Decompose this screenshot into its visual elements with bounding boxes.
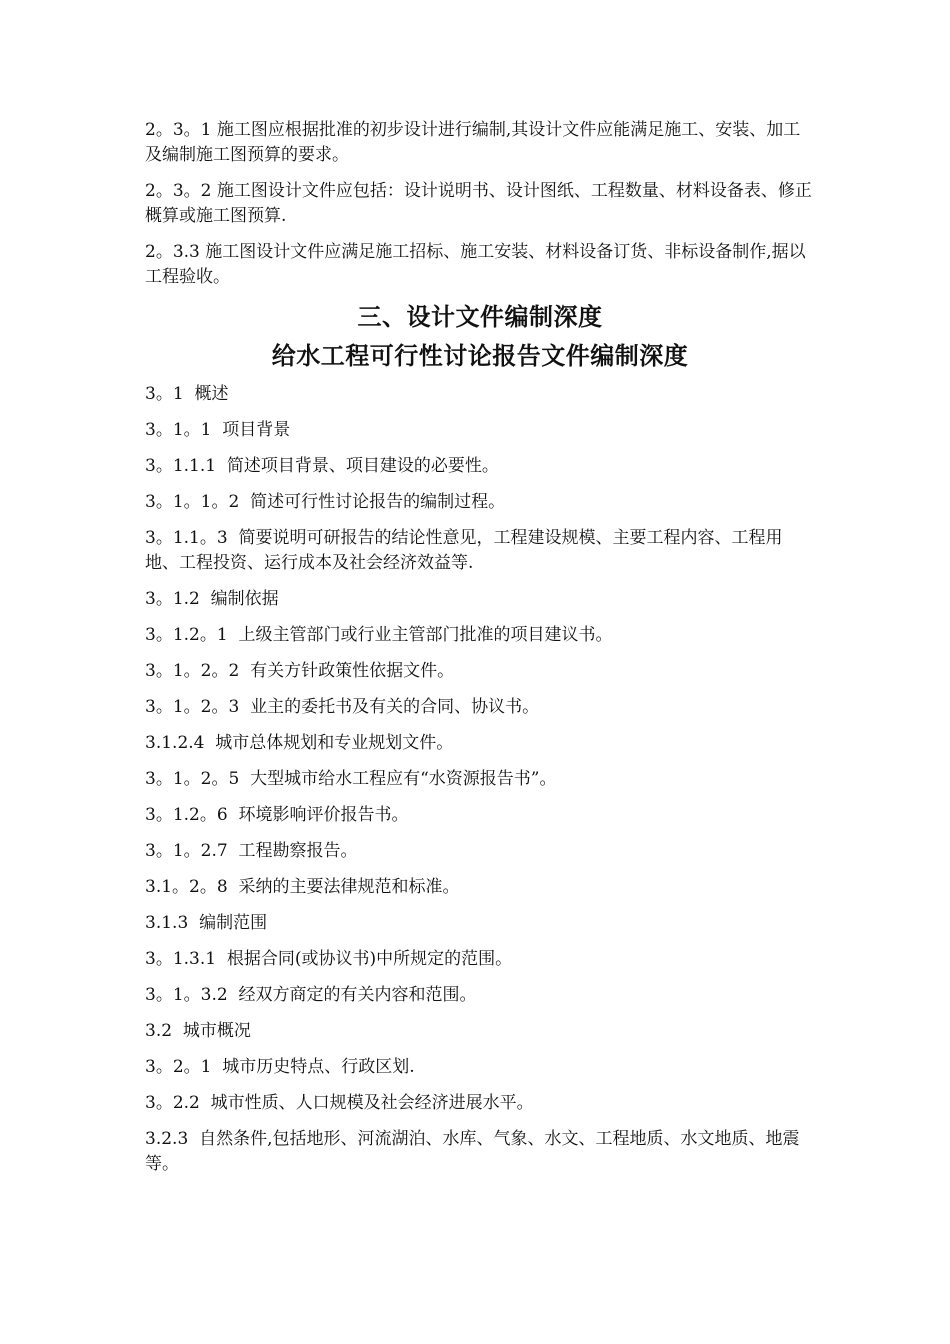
clause-2-3-3: 2。3.3 施工图设计文件应满足施工招标、施工安装、材料设备订货、非标设备制作,据以工程验收。 (145, 242, 806, 287)
item-3-1-3-1: 3。1.3.1 根据合同(或协议书)中所规定的范围。 (145, 949, 513, 969)
subsection-title: 给水工程可行性讨论报告文件编制深度 (271, 342, 689, 370)
item-3-1-2-6: 3。1.2。6 环境影响评价报告书。 (145, 805, 409, 825)
clause-2-3-2: 2。3。2 施工图设计文件应包括：设计说明书、设计图纸、工程数量、材料设备表、修正概算或施工图预算. (145, 181, 812, 226)
item-3-1-2-1: 3。1.2。1 上级主管部门或行业主管部门批准的项目建议书。 (145, 625, 613, 645)
item-3-1-1-2: 3。1。1。2 简述可行性讨论报告的编制过程。 (145, 492, 506, 512)
item-3-1-2-8: 3.1。2。8 采纳的主要法律规范和标准。 (145, 877, 460, 897)
item-3-2-3: 3.2.3 自然条件,包括地形、河流湖泊、水库、气象、水文、工程地质、水文地质、地震等。 (145, 1129, 800, 1174)
item-3-1: 3。1 概述 (145, 384, 229, 404)
item-3-2-1: 3。2。1 城市历史特点、行政区划. (145, 1057, 415, 1077)
item-3-2: 3.2 城市概况 (145, 1021, 251, 1041)
section-title: 三、设计文件编制深度 (357, 303, 603, 331)
item-3-1-2-2: 3。1。2。2 有关方针政策性依据文件。 (145, 661, 455, 681)
document-page (145, 118, 815, 1188)
item-3-1-3-2: 3。1。3.2 经双方商定的有关内容和范围。 (145, 985, 477, 1005)
item-3-1-1: 3。1。1 项目背景 (145, 420, 291, 440)
item-3-1-2-3: 3。1。2。3 业主的委托书及有关的合同、协议书。 (145, 697, 540, 717)
item-3-1-2-4: 3.1.2.4 城市总体规划和专业规划文件。 (145, 733, 454, 753)
item-3-1-2: 3。1.2 编制依据 (145, 589, 279, 609)
item-3-1-1-3: 3。1.1。3 简要说明可研报告的结论性意见，工程建设规模、主要工程内容、工程用地、工程投资、运行成本及社会经济效益等. (145, 528, 783, 573)
item-3-1-2-5: 3。1。2。5 大型城市给水工程应有“水资源报告书”。 (145, 769, 557, 789)
item-3-2-2: 3。2.2 城市性质、人口规模及社会经济进展水平。 (145, 1093, 534, 1113)
clause-2-3-1: 2。3。1 施工图应根据批准的初步设计进行编制,其设计文件应能满足施工、安装、加工及编制施工图预算的要求。 (145, 120, 801, 165)
item-3-1-1-1: 3。1.1.1 简述项目背景、项目建设的必要性。 (145, 456, 499, 476)
item-3-1-2-7: 3。1。2.7 工程勘察报告。 (145, 841, 358, 861)
item-3-1-3: 3.1.3 编制范围 (145, 913, 268, 933)
